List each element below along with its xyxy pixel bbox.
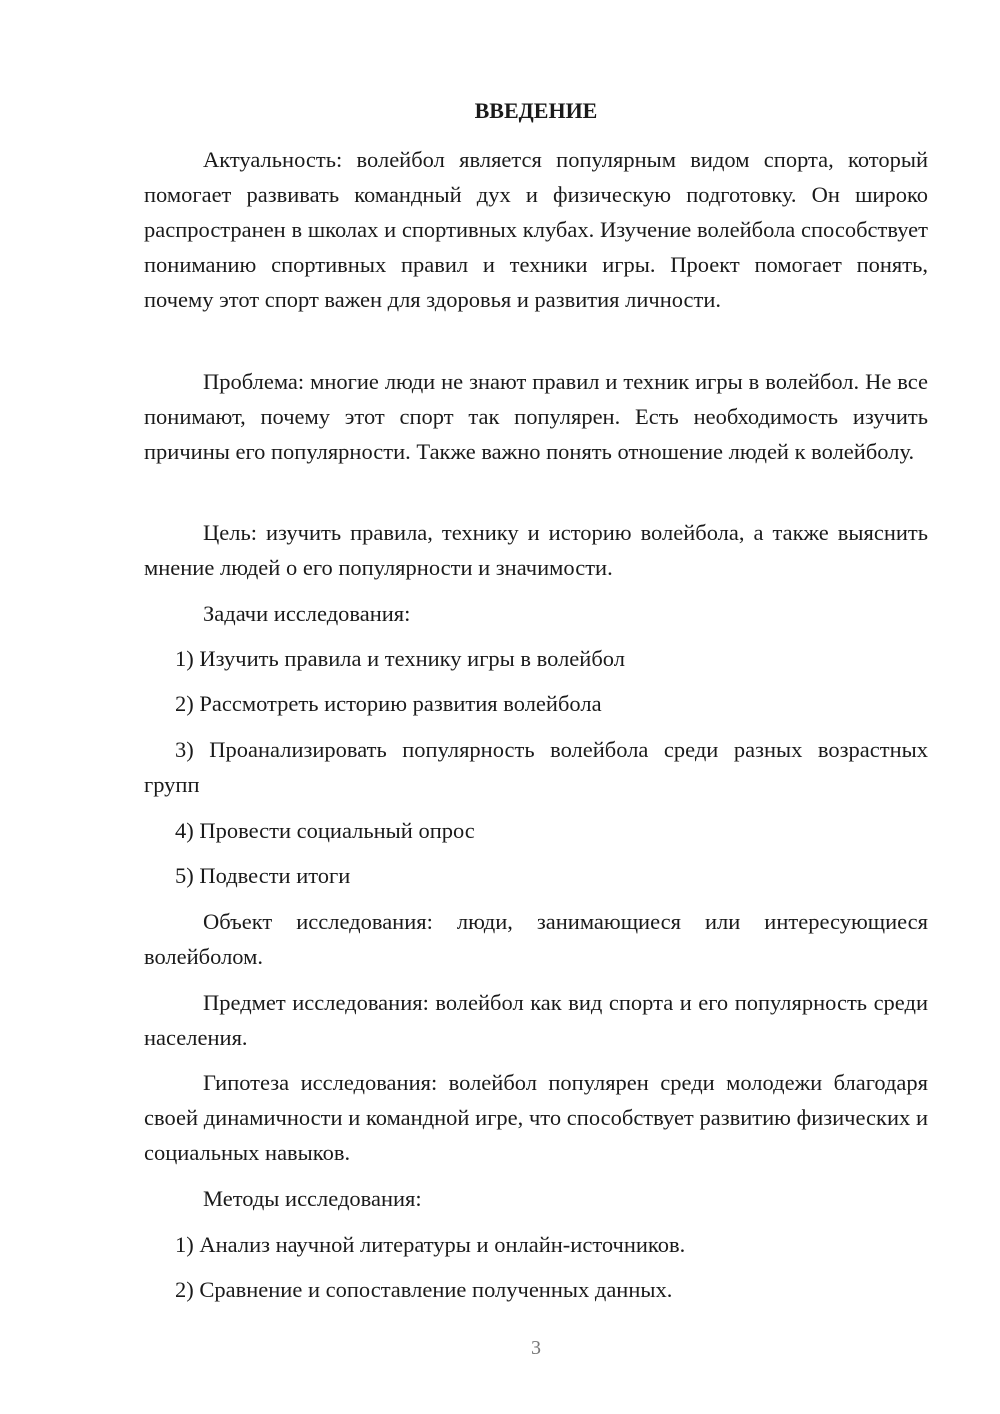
subject-paragraph: Предмет исследования: волейбол как вид спорта и его популярность среди населения.: [144, 990, 928, 1050]
hypothesis-paragraph: Гипотеза исследования: волейбол популярен среди молодежи благодаря своей динамичности и командной игре, что способствует развитию физических и социальных навыков.: [144, 1070, 928, 1165]
task-item: 4) Провести социальный опрос: [175, 818, 475, 843]
methods-heading: Методы исследования:: [203, 1186, 422, 1211]
problem-paragraph: Проблема: многие люди не знают правил и техник игры в волейбол. Не все понимают, почему этот спорт так популярен. Есть необходимость изучить причины его популярности. Также важно понять отношение людей к волейболу.: [144, 369, 928, 464]
method-item: 1) Анализ научной литературы и онлайн-источников.: [175, 1232, 686, 1257]
tasks-heading: Задачи исследования:: [203, 601, 411, 626]
goal-paragraph: Цель: изучить правила, технику и историю волейбола, а также выяснить мнение людей о его популярности и значимости.: [144, 520, 928, 580]
page-number: 3: [531, 1337, 541, 1359]
task-item: 2) Рассмотреть историю развития волейбола: [175, 691, 602, 716]
task-item: 1) Изучить правила и технику игры в волейбол: [175, 646, 625, 671]
task-item: 5) Подвести итоги: [175, 863, 351, 888]
relevance-paragraph: Актуальность: волейбол является популярным видом спорта, который помогает развивать командный дух и физическую подготовку. Он широко распространен в школах и спортивных клубах. Изучение волейбола способствует пониманию спортивных правил и техники игры. Проект помогает понять, почему этот спорт важен для здоровья и развития личности.: [144, 147, 928, 312]
page-title: ВВЕДЕНИЕ: [474, 98, 598, 123]
object-paragraph: Объект исследования: люди, занимающиеся или интересующиеся волейболом.: [144, 909, 928, 969]
task-item: 3) Проанализировать популярность волейбола среди разных возрастных групп: [144, 737, 928, 797]
method-item: 2) Сравнение и сопоставление полученных данных.: [175, 1277, 673, 1302]
